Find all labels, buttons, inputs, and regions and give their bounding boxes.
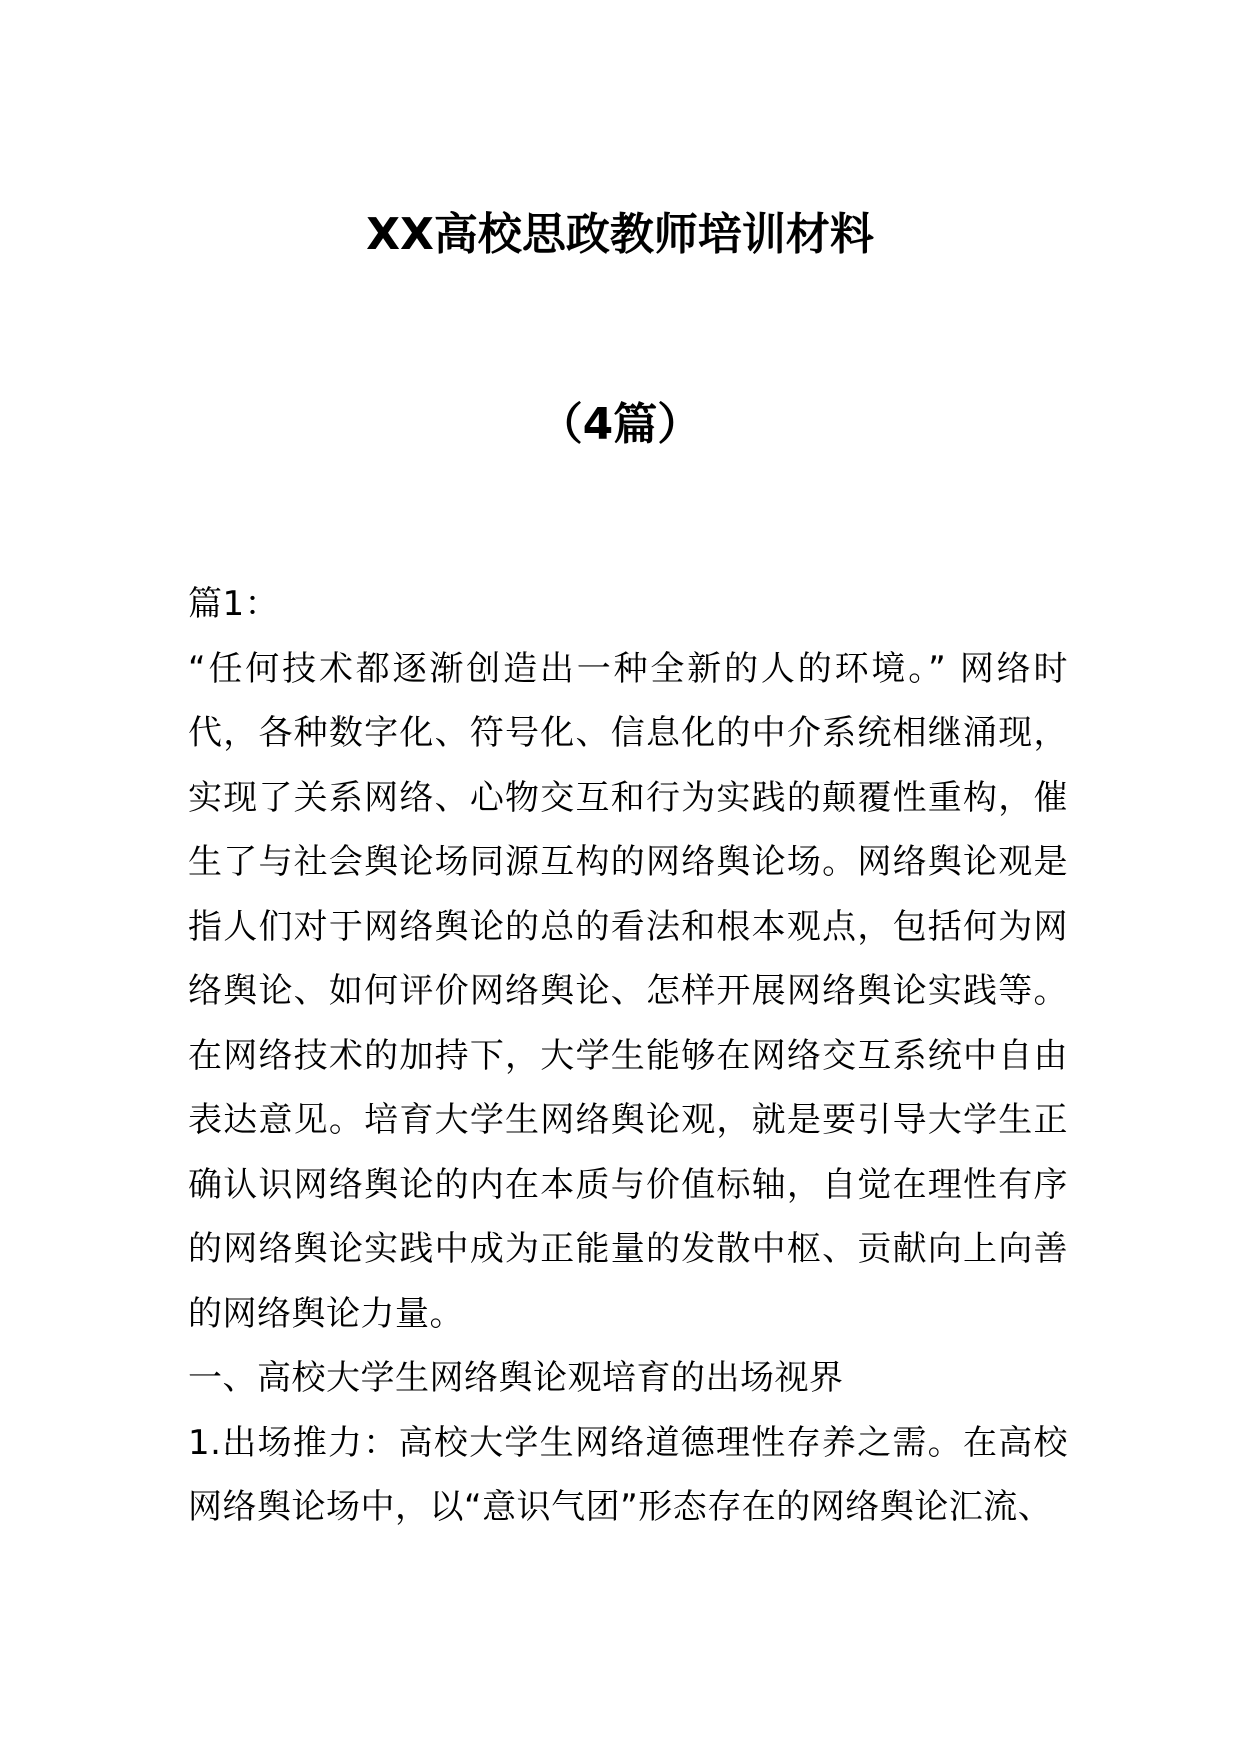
section-label: 篇1： [188, 584, 280, 624]
document-body [188, 572, 1068, 1540]
body-paragraph: “任何技术都逐渐创造出一种全新的人的环境。” 网络时代，各种数字化、符号化、信息化的中介系统相继涌现，实现了关系网络、心物交互和行为实践的颠覆性重构，催生了与社会舆论场同源互构的网络舆论场。网络舆论观是指人们对于网络舆论的总的看法和根本观点，包括何为网络舆论、如何评价网络舆论、怎样开展网络舆论实践等。在网络技术的加持下，大学生能够在网络交互系统中自由表达意见。培育大学生网络舆论观，就是要引导大学生正确认识网络舆论的内在本质与价值标轴，自觉在理性有序的网络舆论实践中成为正能量的发散中枢、贡献向上向善的网络舆论力量。 [188, 648, 1068, 1334]
body-paragraph: 1.出场推力：高校大学生网络道德理性存养之需。在高校网络舆论场中，以“意识气团”形态存在的网络舆论汇流、 [188, 1422, 1068, 1527]
document-subtitle: （4篇） [538, 399, 702, 450]
document-title: XX高校思政教师培训材料 [366, 209, 874, 260]
section-heading: 一、高校大学生网络舆论观培育的出场视界 [188, 1358, 844, 1398]
